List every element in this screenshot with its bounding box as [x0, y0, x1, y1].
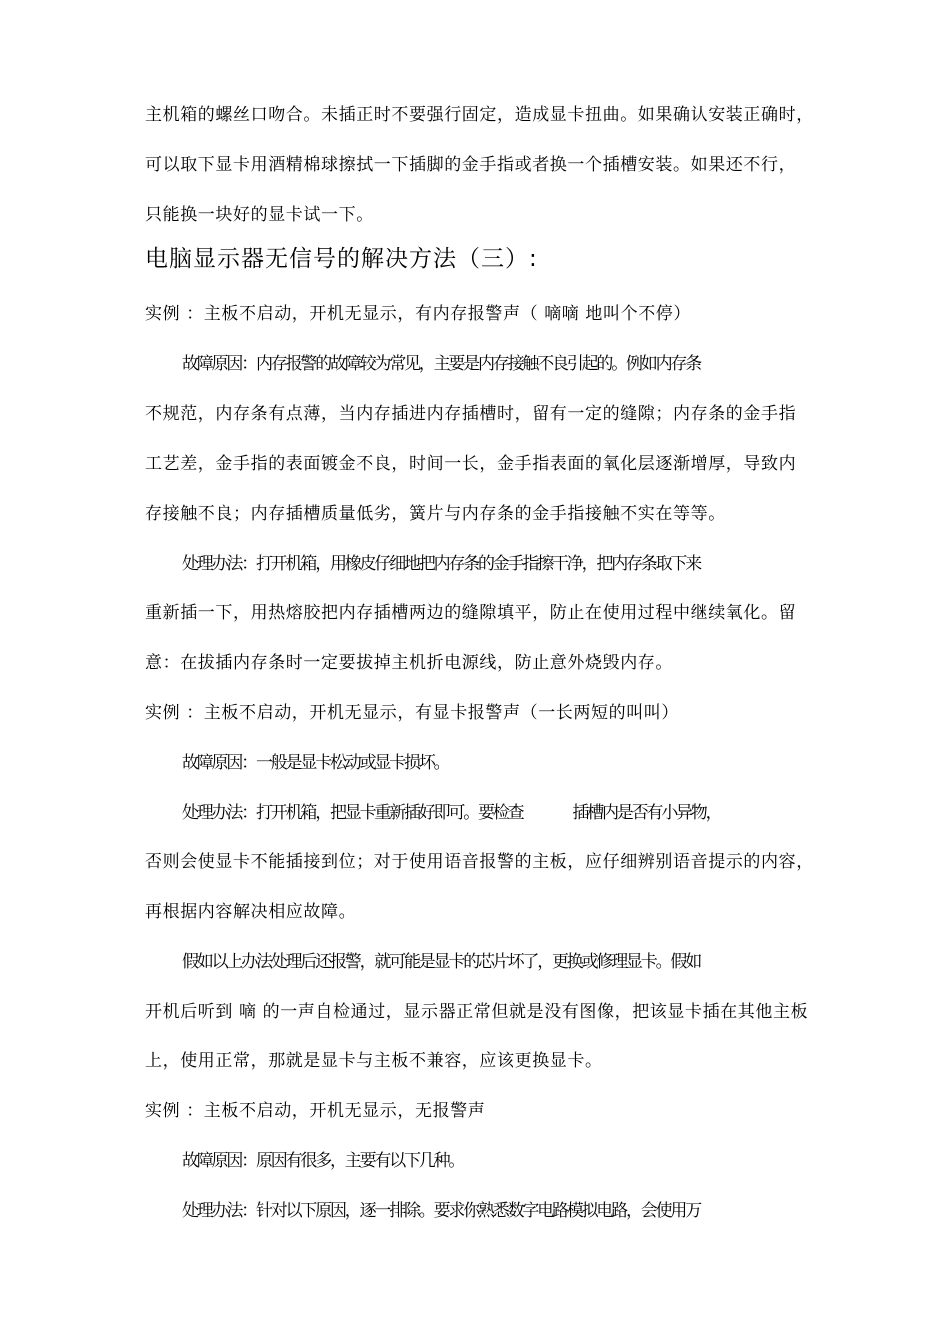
paragraph-line: 故障原因：一般是显卡松动或显卡损坏。	[182, 753, 449, 773]
paragraph-line: 主机箱的螺丝口吻合。未插正时不要强行固定，造成显卡扭曲。如果确认安装正确时，	[145, 105, 814, 125]
paragraph-line: 假如以上办法处理后还报警，就可能是显卡的芯片坏了，更换或修理显卡。假如	[182, 952, 700, 972]
example-line: 实例 ：主板不启动，开机无显示，有内存报警声（ 嘀嘀 地叫个不停）	[145, 304, 692, 324]
paragraph-line: 上，使用正常，那就是显卡与主板不兼容，应该更换显卡。	[145, 1051, 603, 1071]
example-line: 实例 ：主板不启动，开机无显示，有显卡报警声（一长两短的叫叫）	[145, 703, 680, 723]
paragraph-text: 插槽内是否有小异物，	[572, 803, 721, 823]
paragraph-line: 故障原因：内存报警的故障较为常见，主要是内存接触不良引起的。例如内存条	[182, 354, 700, 374]
paragraph-line: 只能换一块好的显卡试一下。	[145, 205, 374, 225]
paragraph-line: 工艺差，金手指的表面镀金不良，时间一长，金手指表面的氧化层逐渐增厚，导致内	[145, 454, 797, 474]
paragraph-line: 意：在拔插内存条时一定要拔掉主机折电源线，防止意外烧毁内存。	[145, 653, 673, 673]
paragraph-line: 重新插一下，用热熔胶把内存插槽两边的缝隙填平，防止在使用过程中继续氧化。留	[145, 603, 797, 623]
paragraph-line	[182, 802, 902, 824]
example-line: 实例 ：主板不启动，开机无显示，无报警声	[145, 1101, 486, 1121]
paragraph-line: 开机后听到 嘀 的一声自检通过，显示器正常但就是没有图像，把该显卡插在其他主板	[145, 1002, 809, 1022]
paragraph-line: 再根据内容解决相应故障。	[145, 902, 357, 922]
paragraph-line: 故障原因：原因有很多，主要有以下几种。	[182, 1151, 464, 1171]
paragraph-line: 处理办法：打开机箱，用橡皮仔细地把内存条的金手指擦干净，把内存条取下来	[182, 554, 700, 574]
paragraph-line: 可以取下显卡用酒精棉球擦拭一下插脚的金手指或者换一个插槽安装。如果还不行，	[145, 155, 797, 175]
paragraph-line: 否则会使显卡不能插接到位；对于使用语音报警的主板，应仔细辨别语音提示的内容，	[145, 852, 814, 872]
section-heading: 电脑显示器无信号的解决方法（三）:	[145, 246, 538, 272]
paragraph-text: 处理办法：打开机箱，把显卡重新插好即可。要检查	[182, 803, 523, 823]
paragraph-line: 不规范，内存条有点薄，当内存插进内存插槽时，留有一定的缝隙；内存条的金手指	[145, 404, 797, 424]
paragraph-line: 存接触不良；内存插槽质量低劣，簧片与内存条的金手指接触不实在等等。	[145, 504, 726, 524]
paragraph-line: 处理办法：针对以下原因，逐一排除。要求你熟悉数字电路模拟电路，会使用万	[182, 1201, 700, 1221]
